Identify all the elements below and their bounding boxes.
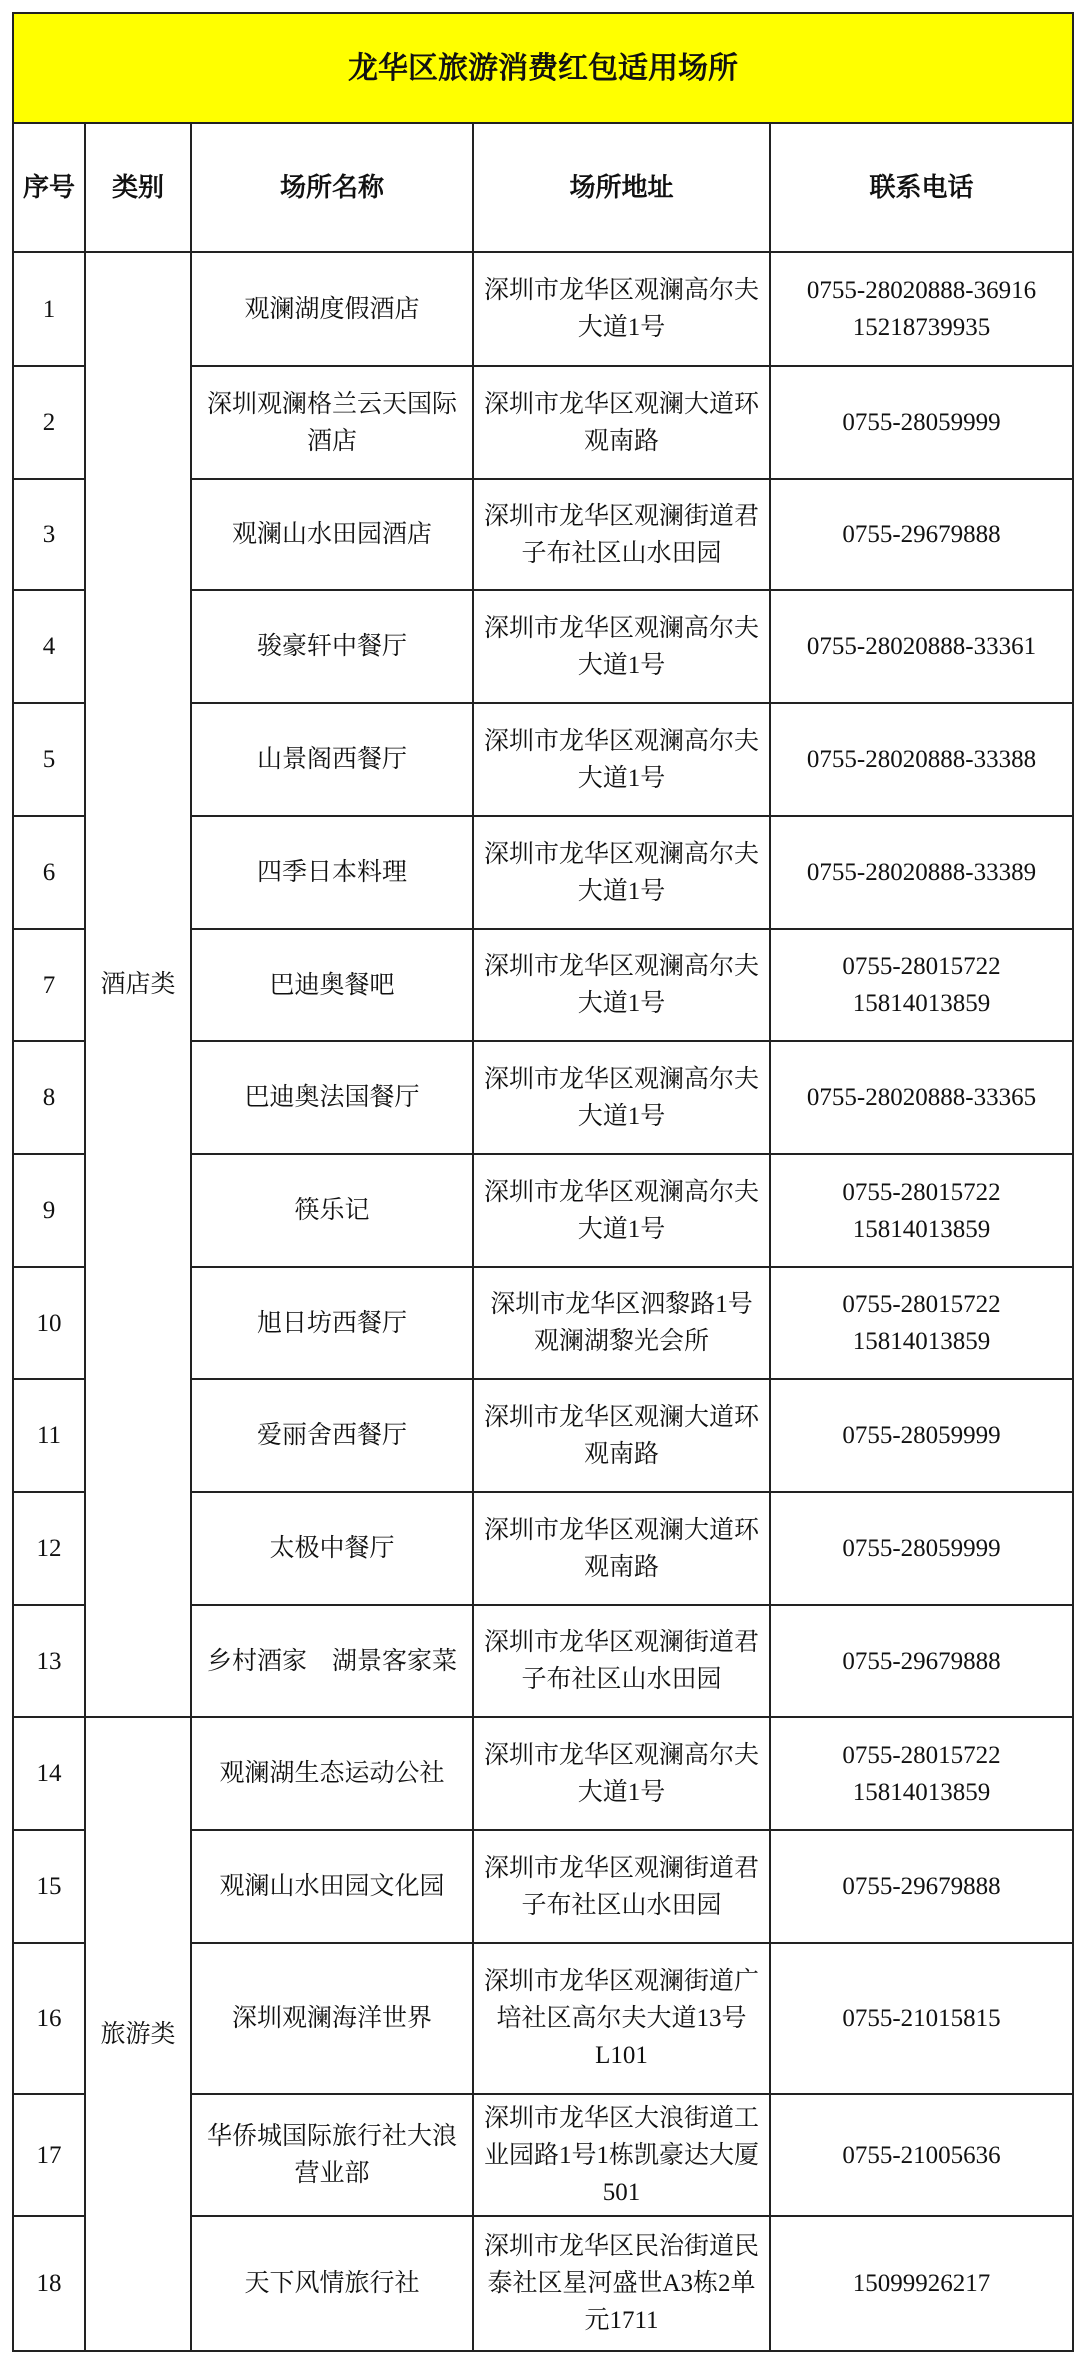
cell-phone <box>770 252 1073 366</box>
cell-no: 7 <box>13 929 85 1041</box>
cell-no: 9 <box>13 1154 85 1267</box>
cell-phone <box>770 590 1073 703</box>
cell-name: 观澜山水田园文化园 <box>191 1830 473 1943</box>
cell-name: 旭日坊西餐厅 <box>191 1267 473 1379</box>
cell-phone <box>770 816 1073 929</box>
phone-number: 0755-29679888 <box>842 1647 1001 1675</box>
cell-name: 筷乐记 <box>191 1154 473 1267</box>
cell-address: 深圳市龙华区观澜街道君子布社区山水田园 <box>473 479 770 590</box>
cell-no: 10 <box>13 1267 85 1379</box>
cell-address: 深圳市龙华区观澜大道环观南路 <box>473 1492 770 1605</box>
cell-phone <box>770 1379 1073 1492</box>
cell-address: 深圳市龙华区观澜大道环观南路 <box>473 1379 770 1492</box>
phone-number: 15099926217 <box>852 2270 991 2297</box>
cell-phone <box>770 1041 1073 1154</box>
cell-no: 3 <box>13 479 85 590</box>
cell-no: 14 <box>13 1717 85 1830</box>
cell-phone <box>770 1830 1073 1943</box>
cell-no: 18 <box>13 2216 85 2351</box>
phone-number: 15814013859 <box>852 990 991 1017</box>
phone-number: 0755-29679888 <box>842 1873 1001 1900</box>
cell-name: 观澜湖生态运动公社 <box>191 1717 473 1830</box>
cell-no: 12 <box>13 1492 85 1605</box>
cell-name: 巴迪奥法国餐厅 <box>191 1041 473 1154</box>
cell-no: 15 <box>13 1830 85 1943</box>
cell-phone <box>770 2216 1073 2351</box>
cell-no: 17 <box>13 2094 85 2216</box>
phone-number: 0755-28015722 <box>842 1178 1001 1206</box>
cell-name: 爱丽舍西餐厅 <box>191 1379 473 1492</box>
cell-category: 旅游类 <box>85 1717 191 2351</box>
table-body <box>13 252 1073 2351</box>
phone-number: 15814013859 <box>852 1328 991 1355</box>
cell-no: 2 <box>13 366 85 479</box>
cell-name: 天下风情旅行社 <box>191 2216 473 2351</box>
cell-phone <box>770 479 1073 590</box>
cell-name: 观澜湖度假酒店 <box>191 252 473 366</box>
phone-number: 0755-28015722 <box>842 953 1001 980</box>
cell-name: 深圳观澜海洋世界 <box>191 1943 473 2094</box>
cell-address: 深圳市龙华区大浪街道工业园路1号1栋凯豪达大厦501 <box>473 2094 770 2216</box>
cell-address: 深圳市龙华区观澜高尔夫大道1号 <box>473 1717 770 1830</box>
cell-phone <box>770 1943 1073 2094</box>
cell-phone <box>770 1605 1073 1717</box>
cell-phone <box>770 1154 1073 1267</box>
phone-number: 0755-28015722 <box>842 1741 1001 1769</box>
cell-address: 深圳市龙华区观澜大道环观南路 <box>473 366 770 479</box>
cell-phone <box>770 1492 1073 1605</box>
header-name: 场所名称 <box>191 123 473 252</box>
cell-address: 深圳市龙华区观澜街道君子布社区山水田园 <box>473 1605 770 1717</box>
phone-number: 0755-28015722 <box>842 1291 1001 1318</box>
cell-address: 深圳市龙华区观澜街道君子布社区山水田园 <box>473 1830 770 1943</box>
cell-name: 山景阁西餐厅 <box>191 703 473 816</box>
cell-name: 骏豪轩中餐厅 <box>191 590 473 703</box>
phone-number: 0755-28020888-33361 <box>806 633 1037 660</box>
phone-number: 0755-21005636 <box>842 2141 1001 2169</box>
header-address: 场所地址 <box>473 123 770 252</box>
cell-phone <box>770 929 1073 1041</box>
cell-address: 深圳市龙华区民治街道民泰社区星河盛世A3栋2单元1711 <box>473 2216 770 2351</box>
cell-no: 1 <box>13 252 85 366</box>
phone-number: 0755-28059999 <box>842 1422 1001 1449</box>
phone-number: 0755-29679888 <box>842 521 1001 548</box>
cell-name: 太极中餐厅 <box>191 1492 473 1605</box>
cell-category: 酒店类 <box>85 252 191 1717</box>
cell-address: 深圳市龙华区观澜高尔夫大道1号 <box>473 703 770 816</box>
cell-address: 深圳市龙华区观澜高尔夫大道1号 <box>473 590 770 703</box>
cell-no: 11 <box>13 1379 85 1492</box>
cell-name: 华侨城国际旅行社大浪营业部 <box>191 2094 473 2216</box>
cell-name: 观澜山水田园酒店 <box>191 479 473 590</box>
cell-address: 深圳市龙华区泗黎路1号观澜湖黎光会所 <box>473 1267 770 1379</box>
cell-no: 16 <box>13 1943 85 2094</box>
cell-address: 深圳市龙华区观澜高尔夫大道1号 <box>473 816 770 929</box>
cell-address: 深圳市龙华区观澜高尔夫大道1号 <box>473 252 770 366</box>
cell-phone <box>770 703 1073 816</box>
header-phone: 联系电话 <box>770 123 1073 252</box>
phone-number: 15814013859 <box>852 1778 991 1806</box>
header-category: 类别 <box>85 123 191 252</box>
cell-phone <box>770 1717 1073 1830</box>
phone-number: 15218739935 <box>852 314 991 341</box>
cell-address: 深圳市龙华区观澜街道广培社区高尔夫大道13号L101 <box>473 1943 770 2094</box>
table-title: 龙华区旅游消费红包适用场所 <box>13 13 1073 123</box>
cell-no: 6 <box>13 816 85 929</box>
cell-address: 深圳市龙华区观澜高尔夫大道1号 <box>473 929 770 1041</box>
cell-address: 深圳市龙华区观澜高尔夫大道1号 <box>473 1154 770 1267</box>
cell-no: 8 <box>13 1041 85 1154</box>
phone-number: 0755-28059999 <box>842 409 1001 436</box>
cell-no: 13 <box>13 1605 85 1717</box>
cell-phone <box>770 366 1073 479</box>
header-no: 序号 <box>13 123 85 252</box>
phone-number: 15814013859 <box>852 1215 991 1243</box>
cell-phone <box>770 2094 1073 2216</box>
cell-name: 乡村酒家 湖景客家菜 <box>191 1605 473 1717</box>
phone-number: 0755-21015815 <box>842 2005 1001 2032</box>
phone-number: 0755-28059999 <box>842 1535 1001 1562</box>
cell-address: 深圳市龙华区观澜高尔夫大道1号 <box>473 1041 770 1154</box>
table-row <box>13 252 1073 366</box>
cell-name: 深圳观澜格兰云天国际酒店 <box>191 366 473 479</box>
cell-no: 4 <box>13 590 85 703</box>
venue-table <box>12 12 1074 2352</box>
phone-number: 0755-28020888-33388 <box>806 746 1037 773</box>
cell-name: 四季日本料理 <box>191 816 473 929</box>
phone-number: 0755-28020888-36916 <box>806 277 1037 304</box>
cell-phone <box>770 1267 1073 1379</box>
cell-name: 巴迪奥餐吧 <box>191 929 473 1041</box>
phone-number: 0755-28020888-33365 <box>806 1084 1037 1111</box>
phone-number: 0755-28020888-33389 <box>806 859 1037 886</box>
cell-no: 5 <box>13 703 85 816</box>
table-row <box>13 1717 1073 1830</box>
